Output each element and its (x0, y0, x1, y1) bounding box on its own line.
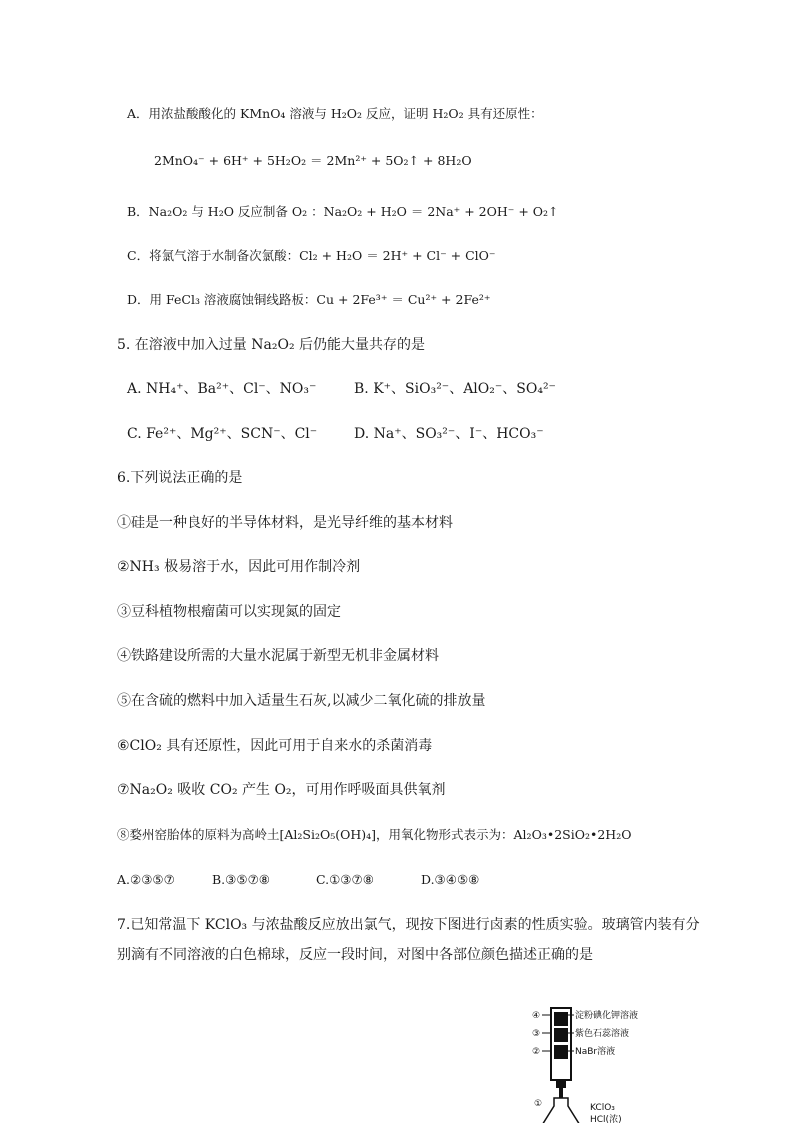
option-b-text: B．Na₂O₂ 与 H₂O 反应制备 O₂ ：Na₂O₂ + H₂O ＝ 2Na⁺ + 2OH⁻ + O₂↑ (127, 204, 559, 219)
option-a-text: A．用浓盐酸酸化的 KMnO₄ 溶液与 H₂O₂ 反应，证明 H₂O₂ 具有还原性： (127, 106, 543, 121)
experiment-apparatus-figure (506, 998, 666, 1123)
q6-statement-7: ⑦Na₂O₂ 吸收 CO₂ 产生 O₂，可用作呼吸面具供氧剂 (117, 782, 446, 798)
q6-option-d: D.③④⑤⑧ (421, 872, 480, 887)
question-6-stem: 6.下列说法正确的是 (117, 470, 243, 486)
cotton-ball-3 (554, 1028, 568, 1042)
marker-4: ④ (532, 1011, 541, 1021)
q6-option-b: B.③⑤⑦⑧ (212, 872, 270, 887)
marker-3: ③ (532, 1029, 541, 1039)
q6-statement-2: ②NH₃ 极易溶于水，因此可用作制冷剂 (117, 559, 361, 575)
question-7-stem-line-1: 7.已知常温下 KClO₃ 与浓盐酸反应放出氯气，现按下图进行卤素的性质实验。玻璃管内装有分 (117, 917, 700, 933)
q5-option-a: A. NH₄⁺、Ba²⁺、Cl⁻、NO₃⁻ (127, 381, 317, 397)
q6-statement-8: ⑧婺州窑胎体的原料为高岭土[Al₂Si₂O₅(OH)₄]，用氧化物形式表示为：Al₂O₃•2SiO₂•2H₂O (117, 827, 632, 842)
option-a-equation: 2MnO₄⁻ + 6H⁺ + 5H₂O₂ ＝ 2Mn²⁺ + 5O₂↑ + 8H₂O (154, 153, 472, 168)
connector-tube (559, 1088, 563, 1098)
conical-flask (534, 1098, 588, 1123)
q6-statement-3: ③豆科植物根瘤菌可以实现氮的固定 (117, 604, 341, 620)
option-d-text: D．用 FeCl₃ 溶液腐蚀铜线路板：Cu + 2Fe³⁺ ＝ Cu²⁺ + 2Fe²⁺ (127, 292, 491, 307)
q5-option-b: B. K⁺、SiO₃²⁻、AlO₂⁻、SO₄²⁻ (354, 381, 556, 397)
marker-2: ② (532, 1047, 541, 1057)
option-c-text: C．将氯气溶于水制备次氯酸：Cl₂ + H₂O ＝ 2H⁺ + Cl⁻ + ClO⁻ (127, 248, 496, 263)
question-7-stem-line-2: 别滴有不同溶液的白色棉球，反应一段时间，对图中各部位颜色描述正确的是 (117, 947, 593, 963)
label-litmus: 紫色石蕊溶液 (575, 1029, 630, 1039)
q6-statement-5: ⑤在含硫的燃料中加入适量生石灰,以减少二氧化硫的排放量 (117, 693, 486, 709)
q5-option-d: D. Na⁺、SO₃²⁻、I⁻、HCO₃⁻ (354, 426, 544, 442)
q5-option-c: C. Fe²⁺、Mg²⁺、SCN⁻、Cl⁻ (127, 426, 318, 442)
label-nabr: NaBr溶液 (575, 1047, 616, 1057)
q6-statement-4: ④铁路建设所需的大量水泥属于新型无机非金属材料 (117, 648, 439, 664)
cotton-ball-2 (554, 1045, 568, 1059)
label-starch-ki: 淀粉碘化钾溶液 (575, 1011, 639, 1021)
q6-statement-1: ①硅是一种良好的半导体材料，是光导纤维的基本材料 (117, 515, 453, 531)
cotton-ball-4 (554, 1012, 568, 1026)
q6-option-a: A.②③⑤⑦ (117, 872, 175, 887)
label-kclo3: KClO₃ (590, 1103, 615, 1113)
question-5-stem: 5. 在溶液中加入过量 Na₂O₂ 后仍能大量共存的是 (117, 337, 426, 353)
label-hcl: HCl(浓) (590, 1115, 622, 1123)
q6-option-c: C.①③⑦⑧ (316, 872, 374, 887)
stopper (556, 1080, 566, 1088)
marker-1: ① (534, 1099, 543, 1109)
q6-statement-6: ⑥ClO₂ 具有还原性，因此可用于自来水的杀菌消毒 (117, 738, 433, 754)
